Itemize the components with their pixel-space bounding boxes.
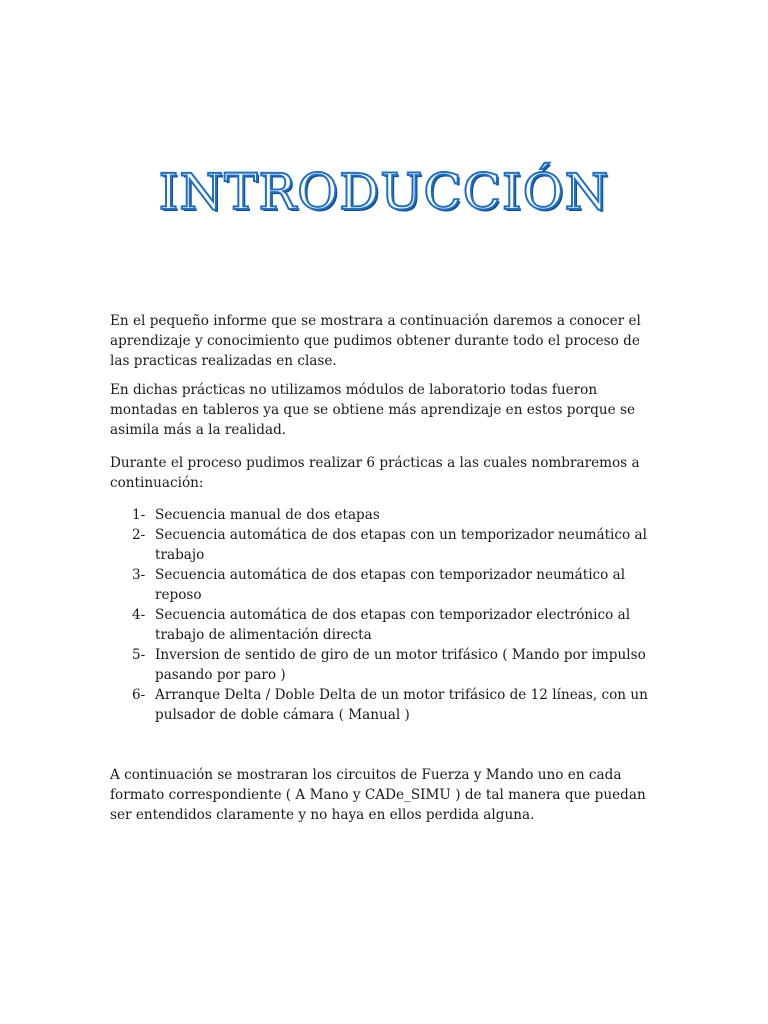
list-item-number: 4- bbox=[132, 607, 146, 623]
closing-paragraph: A continuación se mostraran los circuitos de Fuerza y Mando uno en cada formato correspondiente ( A Mano y CADe_SIMU ) de tal manera que puedan ser entendidos claramente y no haya en ellos perdida alguna. bbox=[110, 767, 646, 823]
list-item bbox=[110, 645, 670, 685]
list-item bbox=[110, 525, 670, 565]
practices-list bbox=[110, 505, 670, 725]
list-item-number: 5- bbox=[132, 647, 146, 663]
list-item-text: Arranque Delta / Doble Delta de un motor trifásico de 12 líneas, con un pulsador de doble cámara ( Manual ) bbox=[155, 687, 648, 723]
list-item bbox=[110, 505, 670, 525]
list-item-text: Secuencia manual de dos etapas bbox=[155, 507, 380, 523]
list-item-number: 6- bbox=[132, 687, 146, 703]
intro-paragraph-2: En dichas prácticas no utilizamos módulos de laboratorio todas fueron montadas en tableros ya que se obtiene más aprendizaje en estos porque se asimila más a la realidad. bbox=[110, 382, 635, 438]
intro-paragraph-3: Durante el proceso pudimos realizar 6 prácticas a las cuales nombraremos a continuación: bbox=[110, 455, 640, 491]
list-item-number: 1- bbox=[132, 507, 146, 523]
intro-paragraph-1: En el pequeño informe que se mostrara a continuación daremos a conocer el aprendizaje y conocimiento que pudimos obtener durante todo el proceso de las practicas realizadas en clase. bbox=[110, 313, 641, 369]
list-item-text: Secuencia automática de dos etapas con temporizador neumático al reposo bbox=[155, 567, 626, 603]
list-item-number: 2- bbox=[132, 527, 146, 543]
list-item bbox=[110, 565, 670, 605]
list-item bbox=[110, 685, 670, 725]
list-item bbox=[110, 605, 670, 645]
list-item-text: Secuencia automática de dos etapas con un temporizador neumático al trabajo bbox=[155, 527, 647, 563]
document-title: INTRODUCCIÓN bbox=[158, 162, 610, 221]
list-item-text: Secuencia automática de dos etapas con temporizador electrónico al trabajo de alimentación directa bbox=[155, 607, 631, 643]
list-item-number: 3- bbox=[132, 567, 146, 583]
list-item-text: Inversion de sentido de giro de un motor trifásico ( Mando por impulso pasando por paro ) bbox=[155, 647, 646, 683]
